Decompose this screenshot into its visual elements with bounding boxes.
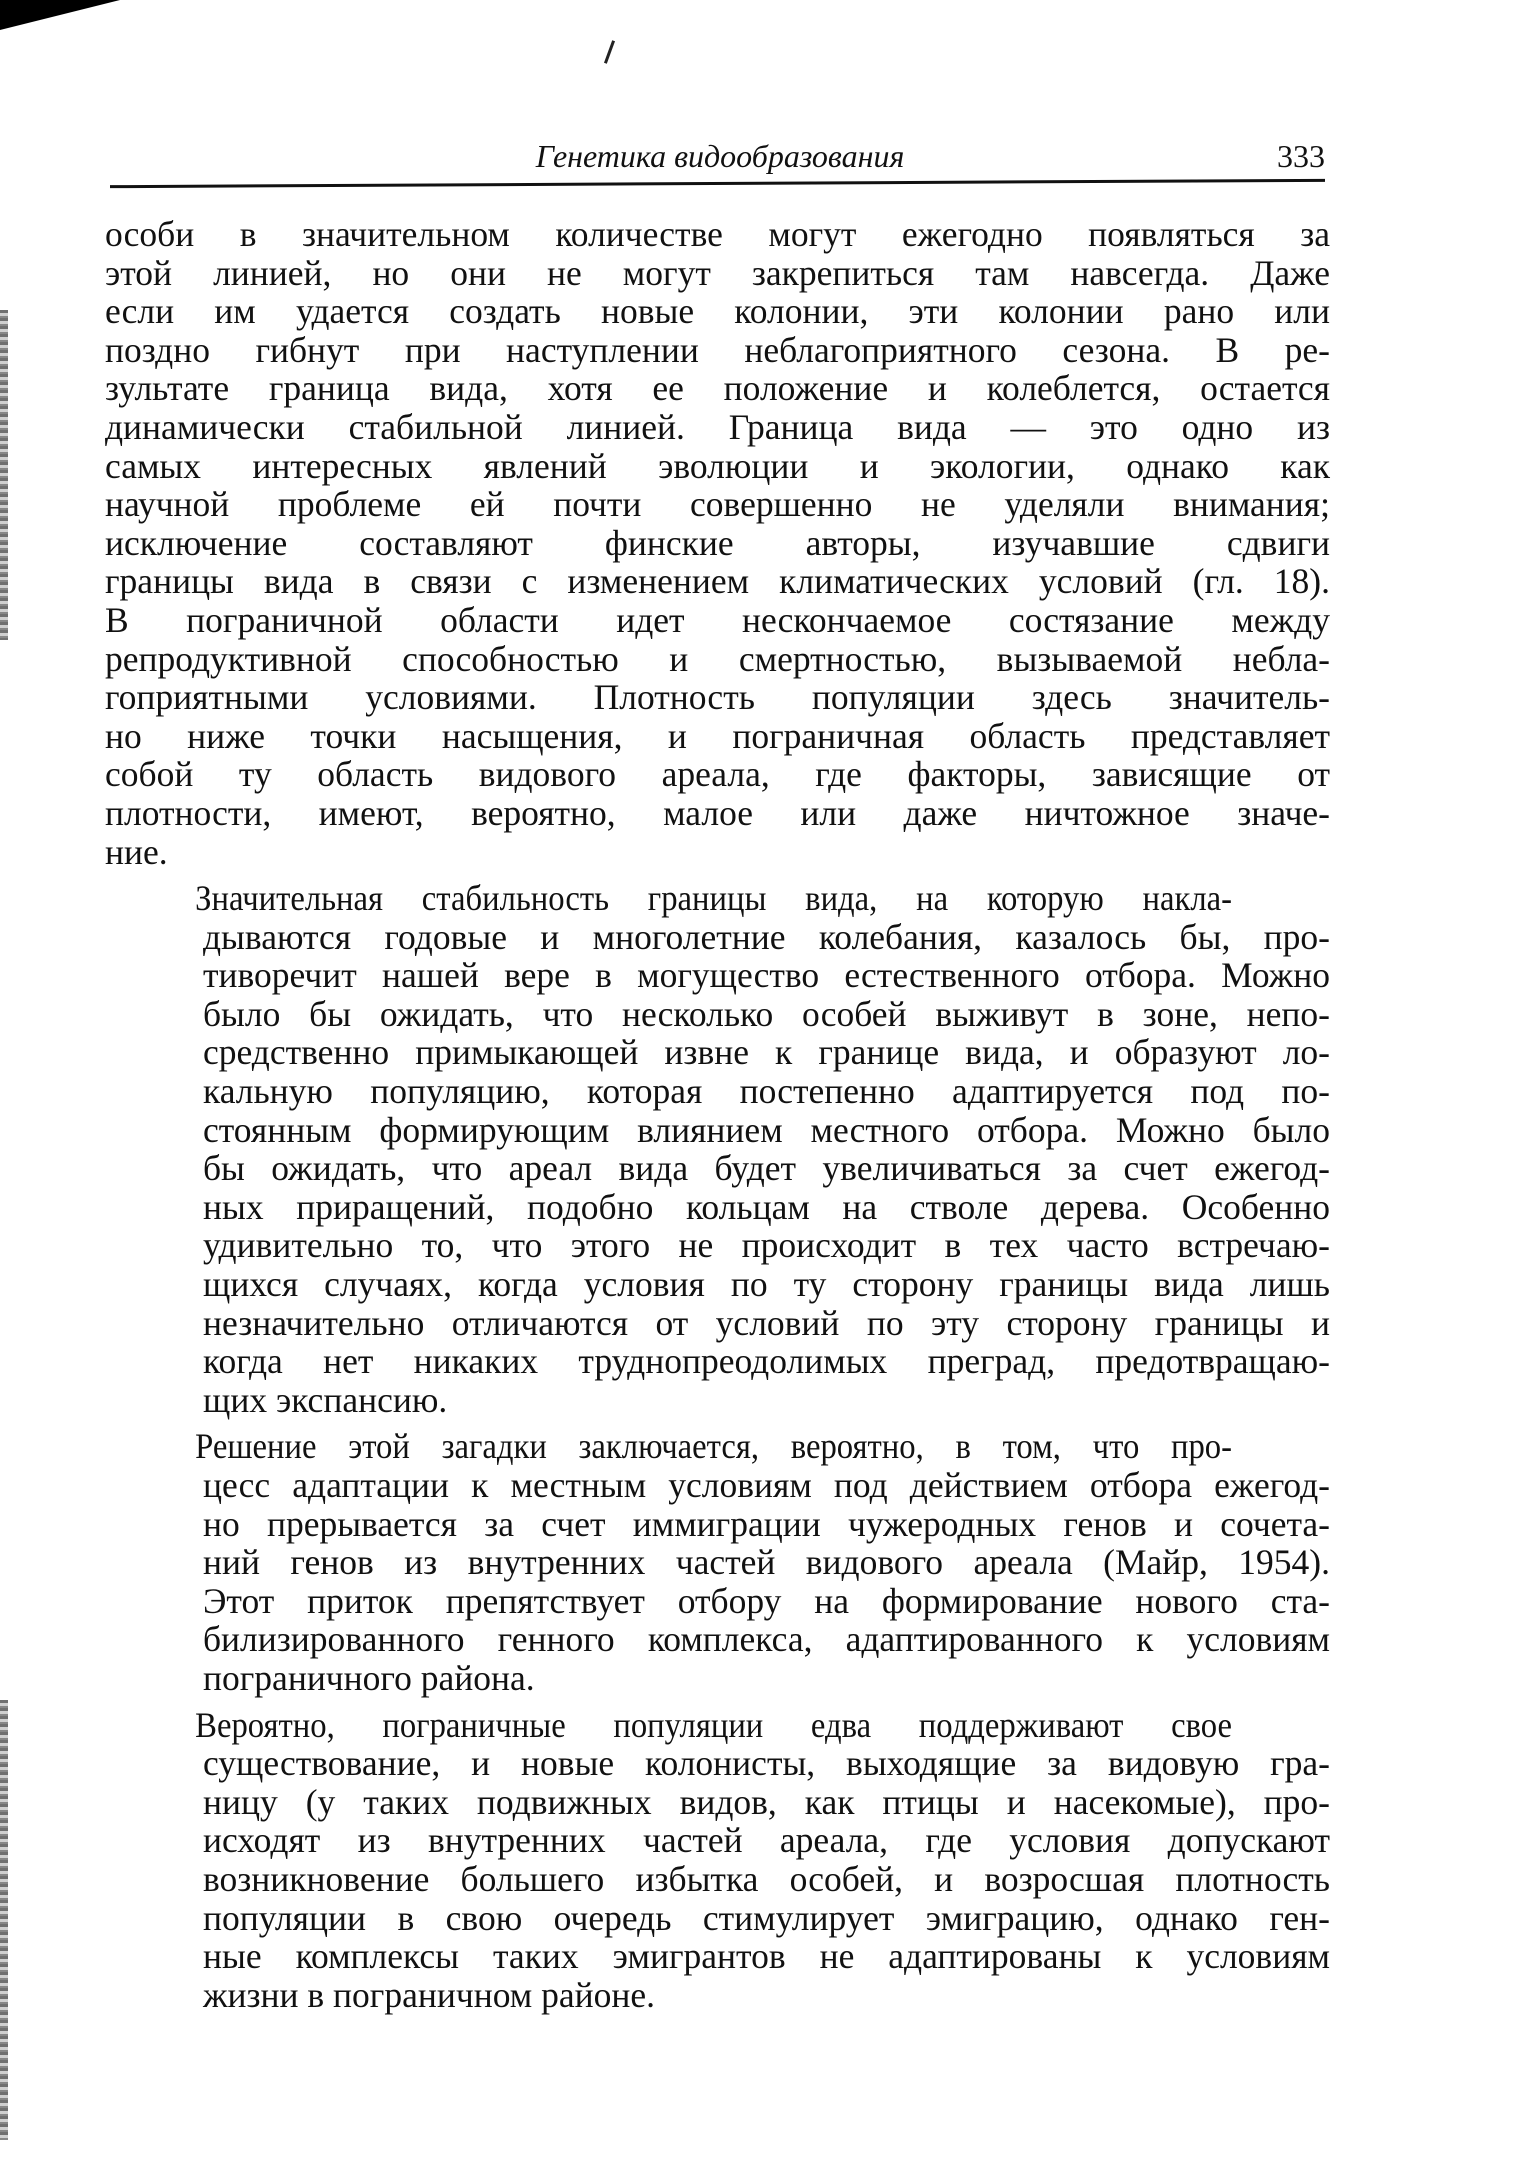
text-line: исключение составляют финские авторы, изучавшие сдвиги xyxy=(105,522,1330,563)
text-line: тиворечит нашей вере в могущество естественного отбора. Можно xyxy=(203,955,1330,996)
text-line: но прерывается за счет иммиграции чужеродных генов и сочета- xyxy=(203,1503,1330,1544)
text-line: ние. xyxy=(105,831,168,872)
text-line: исходят из внутренних частей ареала, где условия допускают xyxy=(203,1820,1330,1861)
text-line: ний генов из внутренних частей видового ареала (Майр, 1954). xyxy=(203,1542,1330,1583)
text-line: пограничного района. xyxy=(203,1657,535,1698)
text-line: динамически стабильной линией. Граница вида — это одно из xyxy=(105,406,1330,447)
text-line: этой линией, но они не могут закрепиться там навсегда. Даже xyxy=(105,252,1330,293)
text-line: самых интересных явлений эволюции и экологии, однако как xyxy=(105,445,1330,486)
text-line: дываются годовые и многолетние колебания, казалось бы, про- xyxy=(203,916,1330,957)
text-line: стоянным формирующим влиянием местного отбора. Можно было xyxy=(203,1109,1330,1150)
text-line: плотности, имеют, вероятно, малое или даже ничтожное значе- xyxy=(105,792,1330,833)
text-line: В пограничной области идет нескончаемое состязание между xyxy=(105,599,1330,640)
text-line: популяции в свою очередь стимулирует эмиграцию, однако ген- xyxy=(203,1897,1330,1938)
text-line: Решение этой загадки заключается, вероятно, в том, что про- xyxy=(195,1426,1232,1467)
text-line: гоприятными условиями. Плотность популяции здесь значитель- xyxy=(105,677,1330,718)
text-line: ницу (у таких подвижных видов, как птицы и насекомые), про- xyxy=(203,1781,1330,1822)
paragraph xyxy=(105,1706,1330,2015)
page-header xyxy=(115,138,1325,178)
scan-corner-bar xyxy=(0,0,90,6)
text-line: зультате граница вида, хотя ее положение и колеблется, остается xyxy=(105,368,1330,409)
text-line: границы вида в связи с изменением климатических условий (гл. 18). xyxy=(105,561,1330,602)
text-line: бы ожидать, что ареал вида будет увеличиваться за счет ежегод- xyxy=(203,1148,1330,1189)
header-rule xyxy=(110,179,1325,188)
text-line: возникновение большего избытка особей, и возросшая плотность xyxy=(203,1858,1330,1899)
text-line: незначительно отличаются от условий по эту сторону границы и xyxy=(203,1302,1330,1343)
scan-edge-artifact xyxy=(0,1700,8,2140)
text-line: жизни в пограничном районе. xyxy=(203,1974,656,2015)
paragraph xyxy=(105,1427,1330,1697)
text-line: Этот приток препятствует отбору на формирование нового ста- xyxy=(203,1580,1330,1621)
text-line: кальную популяцию, которая постепенно адаптируется под по- xyxy=(203,1071,1330,1112)
text-line: удивительно то, что этого не происходит в тех часто встречаю- xyxy=(203,1225,1330,1266)
text-line: особи в значительном количестве могут ежегодно появляться за xyxy=(105,214,1330,254)
text-line: научной проблеме ей почти совершенно не уделяли внимания; xyxy=(105,484,1330,525)
running-title: Генетика видообразования xyxy=(535,138,905,174)
text-line: Значительная стабильность границы вида, на которую накла- xyxy=(195,878,1232,919)
text-line: щихся случаях, когда условия по ту сторону границы вида лишь xyxy=(203,1264,1330,1305)
paragraph xyxy=(105,215,1330,871)
page-number: 333 xyxy=(1277,138,1325,174)
text-line: щих экспансию. xyxy=(203,1379,448,1420)
text-line: когда нет никаких труднопреодолимых преград, предотвращаю- xyxy=(203,1341,1330,1382)
body-text xyxy=(105,215,1330,2014)
paragraph xyxy=(105,879,1330,1419)
text-line: существование, и новые колонисты, выходящие за видовую гра- xyxy=(203,1743,1330,1784)
text-line: собой ту область видового ареала, где факторы, зависящие от xyxy=(105,754,1330,795)
text-line: поздно гибнут при наступлении неблагоприятного сезона. В ре- xyxy=(105,329,1330,370)
text-line: ные комплексы таких эмигрантов не адаптированы к условиям xyxy=(203,1936,1330,1977)
text-line: но ниже точки насыщения, и пограничная область представляет xyxy=(105,715,1330,756)
text-line: билизированного генного комплекса, адаптированного к условиям xyxy=(203,1619,1330,1660)
text-line: репродуктивной способностью и смертностью, вызываемой небла- xyxy=(105,638,1330,679)
text-line: если им удается создать новые колонии, эти колонии рано или xyxy=(105,291,1330,332)
pen-mark xyxy=(604,40,615,64)
text-line: было бы ожидать, что несколько особей выживут в зоне, непо- xyxy=(203,993,1330,1034)
scan-edge-artifact xyxy=(0,310,8,640)
text-line: цесс адаптации к местным условиям под действием отбора ежегод- xyxy=(203,1465,1330,1505)
text-line: средственно примыкающей извне к границе вида, и образуют ло- xyxy=(203,1032,1330,1073)
text-line: ных приращений, подобно кольцам на стволе дерева. Особенно xyxy=(203,1186,1330,1227)
text-line: Вероятно, пограничные популяции едва поддерживают свое xyxy=(195,1704,1232,1745)
